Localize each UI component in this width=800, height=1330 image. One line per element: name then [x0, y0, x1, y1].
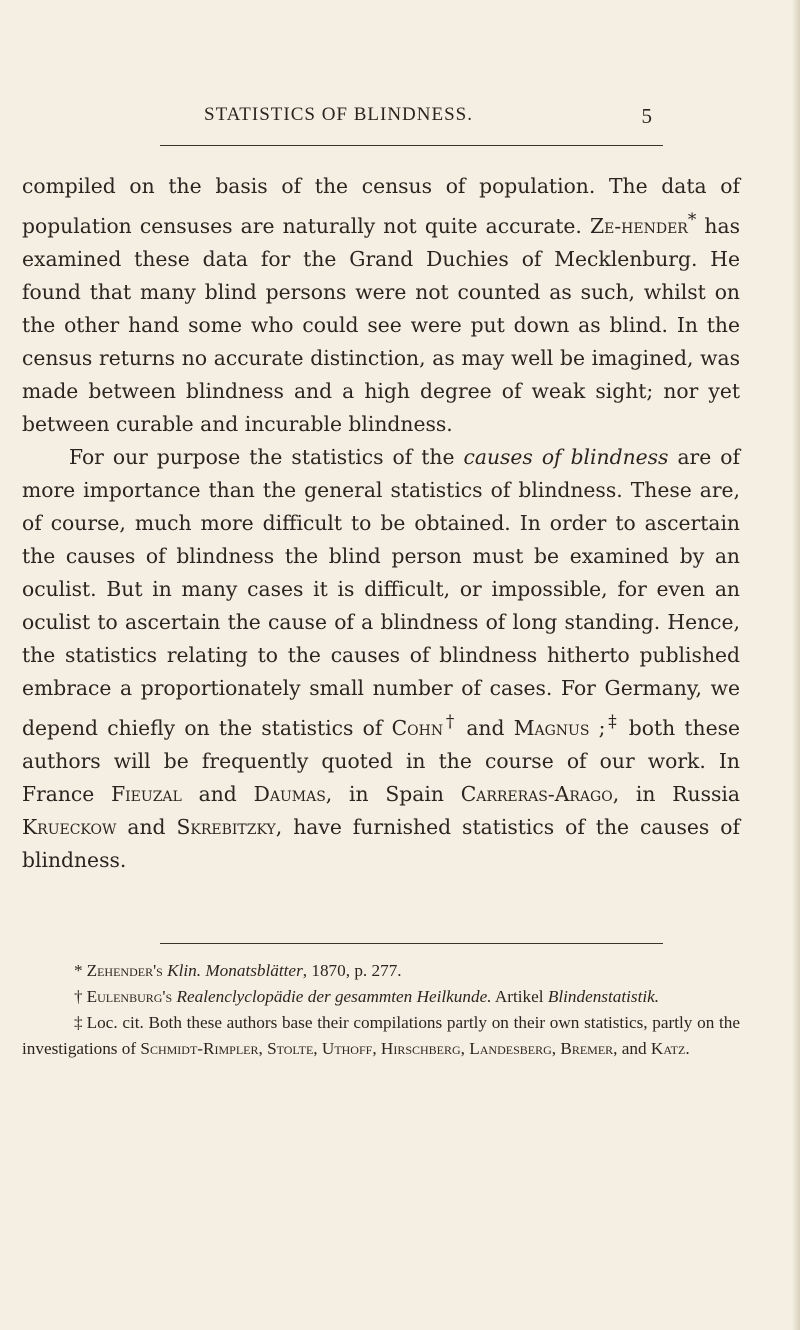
paragraph-2 [22, 441, 740, 877]
author-name-magnus: Magnus [513, 715, 590, 740]
footnote-text: Artikel [491, 987, 548, 1006]
footnote-text: and [617, 1039, 651, 1058]
text-span: , have furnished statistics of the causes of blindness. [22, 814, 740, 872]
footnote-ref-double-dagger: ‡ [605, 710, 620, 731]
author-name-cohn: Cohn [391, 715, 444, 740]
author-name-fieuzal: Fieuzal [111, 781, 182, 806]
author-name-zehender: Ze-hender [590, 213, 688, 238]
footnote-symbol: * [74, 961, 83, 980]
footnote-author-list: Schmidt-Rimpler, Stolte, Uthoff, Hirschberg, Landesberg, Bremer, [140, 1039, 618, 1058]
footnote-ref-star: * [687, 209, 697, 229]
text-span: both these authors will be frequently quoted in the course of our work. In France [22, 715, 741, 806]
footnote-title-2: Blindenstatistik. [547, 987, 660, 1006]
footnote-author-katz: Katz [650, 1039, 686, 1058]
text-span: and [181, 781, 254, 806]
footnote-text: . [685, 1039, 690, 1058]
footnote-text: , 1870, p. 277. [302, 961, 402, 980]
text-span: compiled on the basis of the census of population. The data of population censuses are naturally not quite accurate. [22, 174, 740, 238]
emphasis-causes-of-blindness: causes of blindness [463, 444, 669, 469]
header-rule [160, 145, 663, 146]
footnote-title: Klin. Monatsblätter [167, 961, 303, 980]
footnote-author: Eulenburg's [86, 987, 173, 1006]
main-text [22, 170, 740, 877]
page-header [160, 104, 660, 132]
footnote-3 [22, 1010, 740, 1062]
text-span: For our purpose the statistics of the [69, 444, 464, 469]
text-span: ; [589, 715, 606, 740]
footnote-1 [22, 958, 740, 984]
running-title: STATISTICS OF BLINDNESS. [204, 104, 473, 125]
text-span: has examined these data for the Grand Duchies of Mecklenburg. He found that many blind persons were not counted as such, whilst on the other hand some who could see were put down as blind. In the census returns no accurate distinction, as may well be imagined, was made between blindness and a high degree of weak sight; nor yet between curable and incurable blindness. [22, 213, 740, 436]
text-span: are of more importance than the general statistics of blindness. These are, of course, much more difficult to be obtained. In order to ascertain the causes of blindness the blind person must be examined by an oculist. But in many cases it is difficult, or impossible, for even an oculist to ascertain the cause of a blindness of long standing. Hence, the statistics relating to the causes of blindness hitherto published embrace a proportionately small number of cases. For Germany, we depend chiefly on the statistics of [22, 444, 740, 740]
footnotes [22, 958, 740, 1062]
text-span: and [116, 814, 177, 839]
footnote-text: Loc. cit. Both these authors base their compilations partly on their own statistics, partly on the investigations of [22, 1013, 740, 1058]
footnote-author: Zehender's [86, 961, 163, 980]
footnote-rule [160, 943, 663, 944]
text-span: , in Russia [612, 781, 740, 806]
author-name-carreras-arago: Carreras-Arago [460, 781, 613, 806]
author-name-skrebitzky: Skrebitzky [176, 814, 276, 839]
author-name-krueckow: Krueckow [22, 814, 117, 839]
author-name-daumas: Daumas [253, 781, 326, 806]
footnote-title: Realenclyclopädie der gesammten Heilkunde. [176, 987, 492, 1006]
footnote-ref-dagger: † [443, 710, 458, 731]
footnote-symbol: † [74, 987, 83, 1006]
page-number: 5 [641, 104, 652, 128]
text-span: , in Spain [325, 781, 461, 806]
text-span: and [457, 715, 514, 740]
footnote-symbol: ‡ [74, 1013, 83, 1032]
page-edge-shadow [792, 0, 800, 1330]
paragraph-1 [22, 170, 740, 441]
footnote-2 [22, 984, 740, 1010]
